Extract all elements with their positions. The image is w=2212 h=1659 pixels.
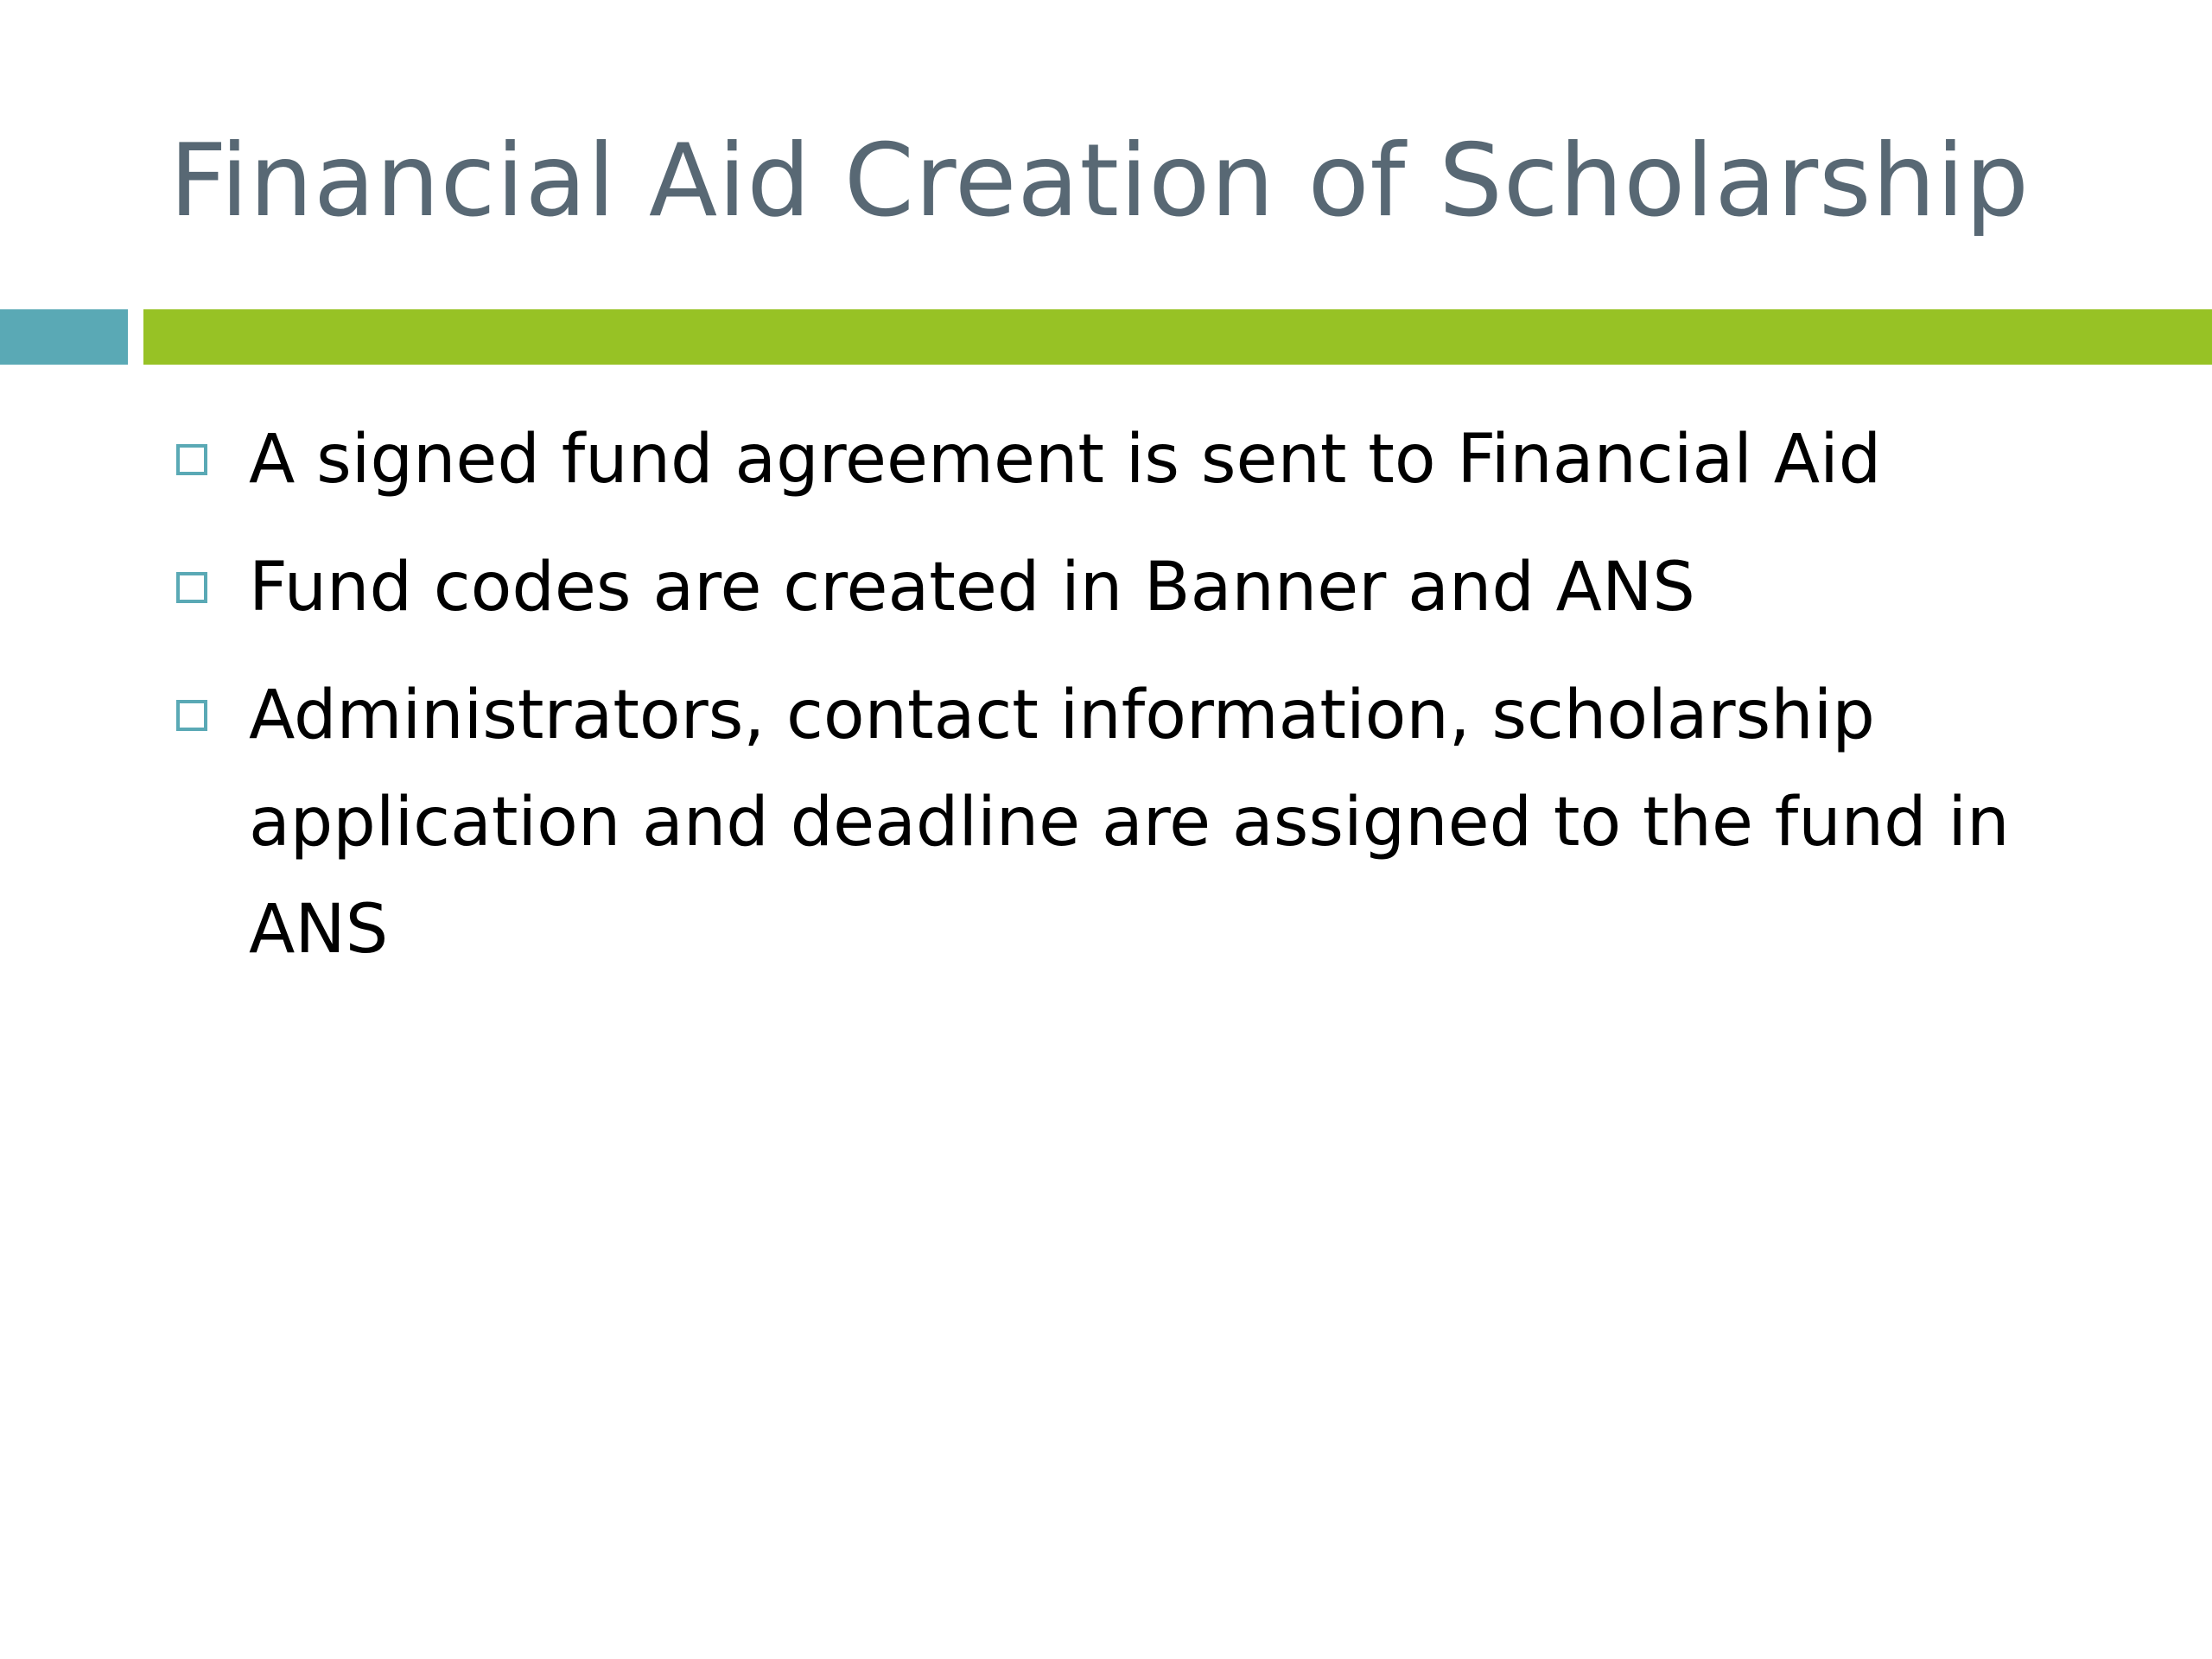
slide-title: Financial Aid Creation of Scholarship <box>169 123 2030 239</box>
bullet-list <box>169 406 2157 1004</box>
bullet-item <box>169 662 2157 983</box>
hollow-square-bullet-icon <box>176 700 207 731</box>
teal-accent-bar <box>0 309 128 365</box>
bullet-item <box>169 534 2157 641</box>
bullet-text: A signed fund agreement is sent to Financial Aid <box>249 421 1882 499</box>
hollow-square-bullet-icon <box>176 444 207 475</box>
bullet-item <box>169 406 2157 513</box>
hollow-square-bullet-icon <box>176 572 207 603</box>
bullet-text: Administrators, contact information, scholarship application and deadline are assigned to the fund in ANS <box>249 677 2010 969</box>
bullet-text: Fund codes are created in Banner and ANS <box>249 549 1695 626</box>
green-accent-bar <box>143 309 2212 365</box>
